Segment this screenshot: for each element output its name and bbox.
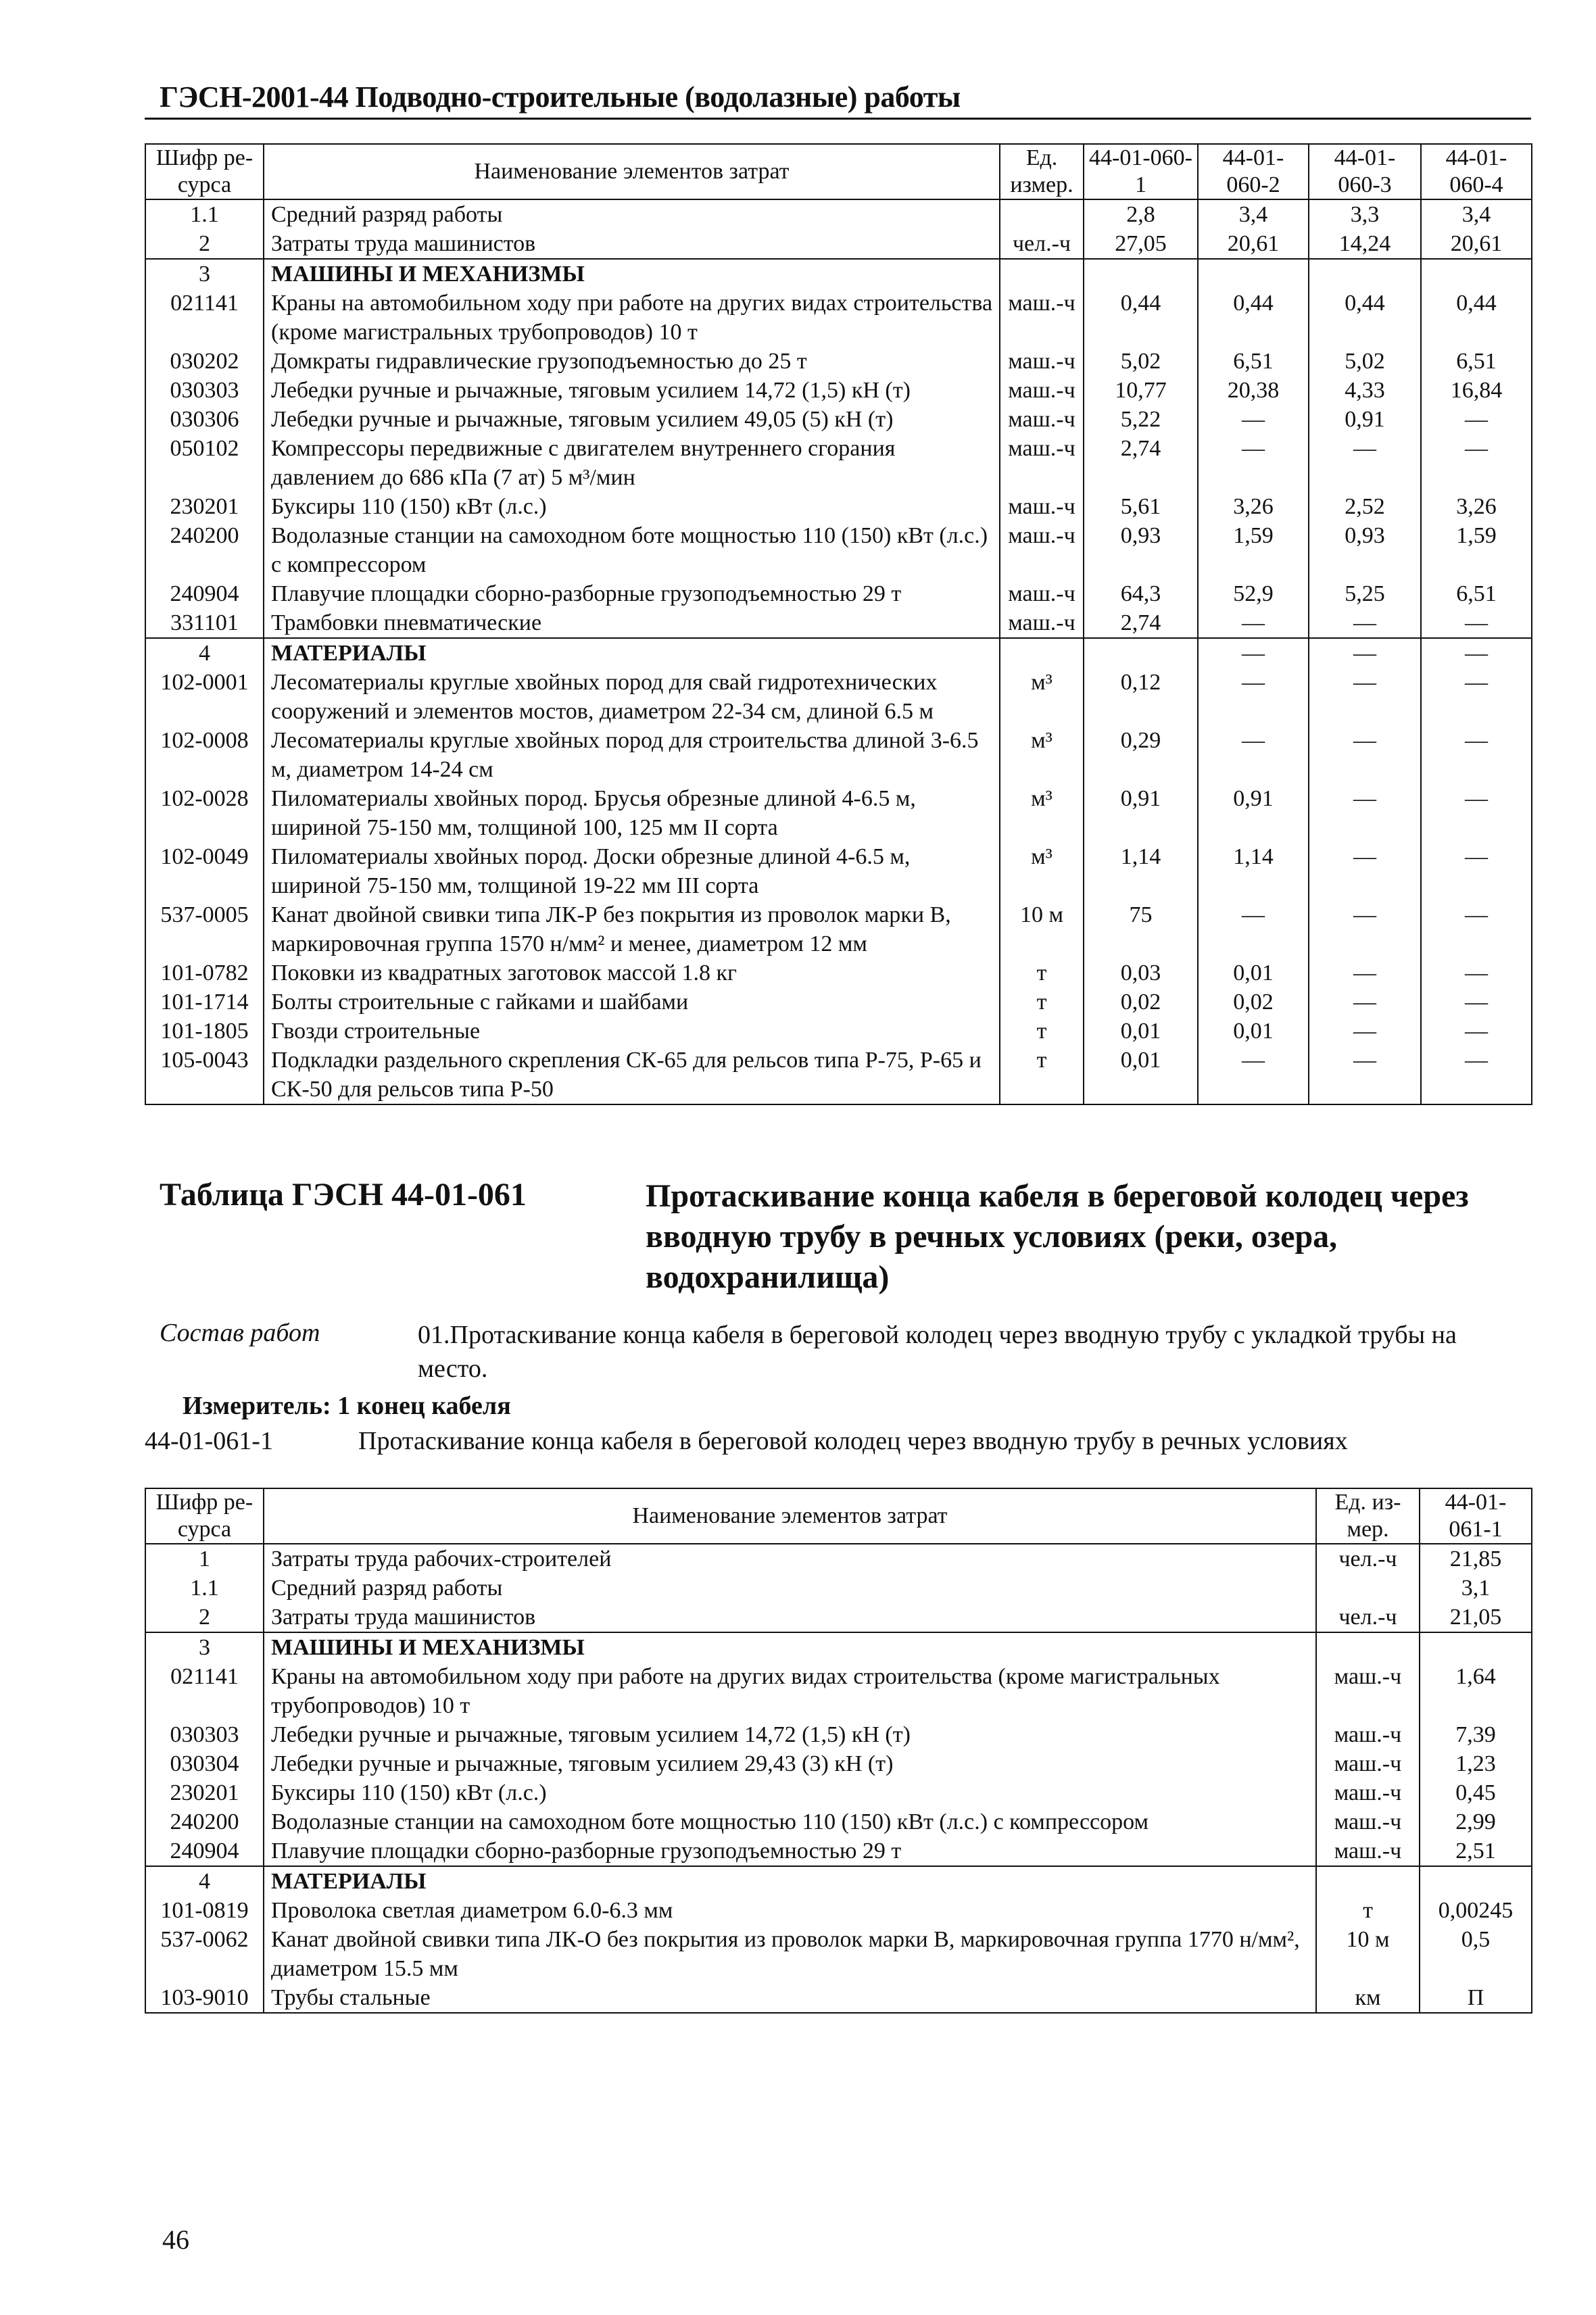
resource-code: 2	[145, 229, 264, 259]
resource-name: Лебедки ручные и рычажные, тяговым усилием 14,72 (1,5) кН (т)	[264, 376, 1000, 405]
table-header-row	[145, 144, 1532, 199]
value-cell: 5,25	[1309, 579, 1421, 608]
unit: маш.-ч	[1316, 1778, 1420, 1807]
unit: т	[1000, 958, 1084, 988]
value-cell: П	[1420, 1983, 1532, 2013]
value-cell: 1,59	[1198, 521, 1309, 579]
resource-code: 240200	[145, 521, 264, 579]
unit	[1316, 1574, 1420, 1603]
value-cell	[1420, 1866, 1532, 1896]
value-cell: —	[1198, 405, 1309, 434]
value-cell: 1,64	[1420, 1662, 1532, 1720]
resource-name: Канат двойной свивки типа ЛК-Р без покрытия из проволок марки В, маркировочная группа 1570 н/мм² и менее, диаметром 12 мм	[264, 900, 1000, 958]
resource-code: 030306	[145, 405, 264, 434]
value-cell: —	[1309, 842, 1421, 900]
resource-code: 101-1714	[145, 988, 264, 1017]
value-cell: —	[1198, 1046, 1309, 1104]
value-cell: —	[1421, 842, 1532, 900]
value-cell: 75	[1084, 900, 1198, 958]
table-row	[145, 1896, 1532, 1925]
table-row	[145, 608, 1532, 638]
unit: т	[1000, 1017, 1084, 1046]
value-cell: 3,1	[1420, 1574, 1532, 1603]
unit: маш.-ч	[1316, 1807, 1420, 1836]
page-number: 46	[162, 2224, 189, 2255]
value-cell: 1,14	[1198, 842, 1309, 900]
value-cell: 20,61	[1421, 229, 1532, 259]
table-row	[145, 958, 1532, 988]
value-cell: —	[1309, 726, 1421, 784]
resource-code: 102-0001	[145, 668, 264, 726]
value-cell: —	[1421, 638, 1532, 668]
value-cell: 3,4	[1421, 199, 1532, 229]
value-cell: —	[1421, 405, 1532, 434]
value-cell: —	[1309, 1046, 1421, 1104]
rate-name: Протаскивание конца кабеля в береговой колодец через вводную трубу в речных условиях	[358, 1427, 1348, 1455]
unit: маш.-ч	[1000, 579, 1084, 608]
unit: маш.-ч	[1316, 1749, 1420, 1778]
value-cell: 6,51	[1421, 347, 1532, 376]
unit: м³	[1000, 784, 1084, 842]
resource-name: Компрессоры передвижные с двигателем внутреннего сгорания давлением до 686 кПа (7 ат) 5 м³/мин	[264, 434, 1000, 492]
resource-code: 030304	[145, 1749, 264, 1778]
resource-name: Гвозди строительные	[264, 1017, 1000, 1046]
value-cell: 0,44	[1084, 289, 1198, 347]
value-cell	[1198, 259, 1309, 289]
resource-name: Плавучие площадки сборно-разборные грузоподъемностью 29 т	[264, 1836, 1316, 1866]
resource-name: Трамбовки пневматические	[264, 608, 1000, 638]
value-cell: —	[1421, 988, 1532, 1017]
resource-table-061	[145, 1488, 1532, 2014]
resource-name: МАТЕРИАЛЫ	[264, 638, 1000, 668]
value-cell: 10,77	[1084, 376, 1198, 405]
resource-code: 1	[145, 1544, 264, 1574]
value-cell: 2,8	[1084, 199, 1198, 229]
work-composition-label: Состав работ	[160, 1319, 320, 1347]
unit: чел.-ч	[1316, 1603, 1420, 1632]
value-cell: 64,3	[1084, 579, 1198, 608]
resource-code: 537-0062	[145, 1925, 264, 1983]
value-cell: 3,3	[1309, 199, 1421, 229]
value-cell: —	[1309, 900, 1421, 958]
value-cell	[1421, 259, 1532, 289]
value-cell: 0,93	[1084, 521, 1198, 579]
value-cell: 0,91	[1309, 405, 1421, 434]
value-cell: 0,5	[1420, 1925, 1532, 1983]
value-cell: 0,44	[1421, 289, 1532, 347]
resource-name: Проволока светлая диаметром 6.0-6.3 мм	[264, 1896, 1316, 1925]
resource-name: Подкладки раздельного скрепления СК-65 для рельсов типа Р-75, Р-65 и СК-50 для рельсов типа Р-50	[264, 1046, 1000, 1104]
value-cell: —	[1309, 784, 1421, 842]
value-cell: —	[1198, 608, 1309, 638]
resource-code: 102-0028	[145, 784, 264, 842]
value-cell: 5,02	[1084, 347, 1198, 376]
value-cell: —	[1309, 988, 1421, 1017]
table-label: Таблица ГЭСН 44-01-061	[160, 1177, 527, 1213]
resource-name: Лесоматериалы круглые хвойных пород для строительства длиной 3-6.5 м, диаметром 14-24 см	[264, 726, 1000, 784]
value-cell: 2,74	[1084, 608, 1198, 638]
table-row	[145, 1017, 1532, 1046]
value-cell: 7,39	[1420, 1720, 1532, 1749]
rate-code: 44-01-061-1	[145, 1427, 273, 1455]
value-cell: 2,99	[1420, 1807, 1532, 1836]
value-cell: 2,74	[1084, 434, 1198, 492]
unit: маш.-ч	[1000, 289, 1084, 347]
value-cell: 3,26	[1421, 492, 1532, 521]
value-cell: 1,14	[1084, 842, 1198, 900]
value-cell: —	[1198, 900, 1309, 958]
value-cell: —	[1421, 726, 1532, 784]
value-cell: —	[1309, 434, 1421, 492]
resource-code: 050102	[145, 434, 264, 492]
table-row	[145, 1574, 1532, 1603]
section-row	[145, 1632, 1532, 1662]
unit	[1316, 1632, 1420, 1662]
unit: т	[1000, 988, 1084, 1017]
value-cell: —	[1198, 726, 1309, 784]
resource-code: 3	[145, 1632, 264, 1662]
resource-name: Краны на автомобильном ходу при работе на других видах строительства (кроме магистральных трубопроводов) 10 т	[264, 1662, 1316, 1720]
resource-name: Плавучие площадки сборно-разборные грузоподъемностью 29 т	[264, 579, 1000, 608]
work-composition-text: 01.Протаскивание конца кабеля в береговой колодец через вводную трубу с укладкой трубы на место.	[418, 1321, 1457, 1383]
resource-name: МАШИНЫ И МЕХАНИЗМЫ	[264, 259, 1000, 289]
resource-code: 240200	[145, 1807, 264, 1836]
table-row	[145, 1544, 1532, 1574]
header-code: Шифр ре-сурса	[145, 1488, 264, 1544]
value-cell: 3,26	[1198, 492, 1309, 521]
value-cell: 3,4	[1198, 199, 1309, 229]
value-cell	[1084, 259, 1198, 289]
value-cell: 0,01	[1198, 1017, 1309, 1046]
value-cell: —	[1309, 1017, 1421, 1046]
unit: маш.-ч	[1000, 608, 1084, 638]
resource-name: МАШИНЫ И МЕХАНИЗМЫ	[264, 1632, 1316, 1662]
resource-name: Водолазные станции на самоходном боте мощностью 110 (150) кВт (л.с.) с компрессором	[264, 1807, 1316, 1836]
unit: км	[1316, 1983, 1420, 2013]
unit	[1000, 638, 1084, 668]
table-row	[145, 199, 1532, 229]
table-row	[145, 521, 1532, 579]
value-cell: —	[1309, 958, 1421, 988]
unit: м³	[1000, 726, 1084, 784]
value-cell: 0,01	[1198, 958, 1309, 988]
value-cell: 21,05	[1420, 1603, 1532, 1632]
resource-code: 331101	[145, 608, 264, 638]
unit: маш.-ч	[1000, 376, 1084, 405]
resource-name: Средний разряд работы	[264, 199, 1000, 229]
table-row	[145, 1925, 1532, 1983]
value-cell: —	[1421, 958, 1532, 988]
resource-code: 030303	[145, 376, 264, 405]
resource-code: 230201	[145, 1778, 264, 1807]
resource-code: 240904	[145, 1836, 264, 1866]
unit: 10 м	[1316, 1925, 1420, 1983]
value-cell: —	[1198, 434, 1309, 492]
value-cell: 0,02	[1198, 988, 1309, 1017]
value-cell: 0,91	[1198, 784, 1309, 842]
value-cell: 52,9	[1198, 579, 1309, 608]
value-cell: 20,61	[1198, 229, 1309, 259]
unit	[1316, 1866, 1420, 1896]
resource-name: Затраты труда машинистов	[264, 1603, 1316, 1632]
resource-name: Лебедки ручные и рычажные, тяговым усилием 14,72 (1,5) кН (т)	[264, 1720, 1316, 1749]
resource-name: Домкраты гидравлические грузоподъемностью до 25 т	[264, 347, 1000, 376]
value-cell: 0,01	[1084, 1046, 1198, 1104]
resource-code: 021141	[145, 289, 264, 347]
value-cell: —	[1421, 1017, 1532, 1046]
resource-name: Лебедки ручные и рычажные, тяговым усилием 29,43 (3) кН (т)	[264, 1749, 1316, 1778]
resource-name: Водолазные станции на самоходном боте мощностью 110 (150) кВт (л.с.) с компрессором	[264, 521, 1000, 579]
table-row	[145, 1720, 1532, 1749]
table-row	[145, 492, 1532, 521]
resource-code: 101-0782	[145, 958, 264, 988]
value-cell: 6,51	[1421, 579, 1532, 608]
value-cell: 1,23	[1420, 1749, 1532, 1778]
section-row	[145, 638, 1532, 668]
value-cell	[1420, 1632, 1532, 1662]
table-row	[145, 842, 1532, 900]
unit: чел.-ч	[1316, 1544, 1420, 1574]
table-row	[145, 988, 1532, 1017]
unit: чел.-ч	[1000, 229, 1084, 259]
resource-name: Средний разряд работы	[264, 1574, 1316, 1603]
value-cell: 0,01	[1084, 1017, 1198, 1046]
resource-code: 537-0005	[145, 900, 264, 958]
value-cell: 14,24	[1309, 229, 1421, 259]
value-cell: —	[1309, 638, 1421, 668]
value-cell: 0,44	[1309, 289, 1421, 347]
value-cell: —	[1421, 1046, 1532, 1104]
resource-name: Трубы стальные	[264, 1983, 1316, 2013]
table-title: Протаскивание конца кабеля в береговой колодец через вводную трубу в речных условиях (реки, озера, водохранилища)	[646, 1178, 1469, 1295]
resource-name: Канат двойной свивки типа ЛК-О без покрытия из проволок марки В, маркировочная группа 1770 н/мм², диаметром 15.5 мм	[264, 1925, 1316, 1983]
value-cell: 20,38	[1198, 376, 1309, 405]
value-cell: 6,51	[1198, 347, 1309, 376]
resource-code: 3	[145, 259, 264, 289]
table-row	[145, 1749, 1532, 1778]
measure-unit: Измеритель: 1 конец кабеля	[183, 1392, 511, 1420]
value-cell: —	[1309, 608, 1421, 638]
resource-code: 103-9010	[145, 1983, 264, 2013]
resource-code: 105-0043	[145, 1046, 264, 1104]
resource-code: 4	[145, 1866, 264, 1896]
unit: маш.-ч	[1000, 347, 1084, 376]
header-name: Наименование элементов затрат	[264, 144, 1000, 199]
resource-code: 230201	[145, 492, 264, 521]
running-header: ГЭСН-2001-44 Подводно-строительные (водолазные) работы	[160, 80, 961, 114]
table-row	[145, 784, 1532, 842]
section-row	[145, 259, 1532, 289]
header-unit: Ед. измер.	[1000, 144, 1084, 199]
value-cell: 21,85	[1420, 1544, 1532, 1574]
value-cell: 5,02	[1309, 347, 1421, 376]
value-cell	[1084, 638, 1198, 668]
unit	[1000, 259, 1084, 289]
value-cell: 0,03	[1084, 958, 1198, 988]
table-row	[145, 405, 1532, 434]
header-unit: Ед. из-мер.	[1316, 1488, 1420, 1544]
resource-name: Пиломатериалы хвойных пород. Доски обрезные длиной 4-6.5 м, шириной 75-150 мм, толщиной 19-22 мм III сорта	[264, 842, 1000, 900]
value-cell: 0,45	[1420, 1778, 1532, 1807]
resource-name: Затраты труда машинистов	[264, 229, 1000, 259]
table-row	[145, 229, 1532, 259]
header-code: Шифр ре-сурса	[145, 144, 264, 199]
header-name: Наименование элементов затрат	[264, 1488, 1316, 1544]
resource-code: 030202	[145, 347, 264, 376]
value-cell: 0,00245	[1420, 1896, 1532, 1925]
resource-name: МАТЕРИАЛЫ	[264, 1866, 1316, 1896]
resource-code: 021141	[145, 1662, 264, 1720]
header-col: 44-01-060-3	[1309, 144, 1421, 199]
table-row	[145, 1603, 1532, 1632]
unit: маш.-ч	[1316, 1662, 1420, 1720]
resource-code: 102-0049	[145, 842, 264, 900]
table-row	[145, 434, 1532, 492]
value-cell: —	[1198, 638, 1309, 668]
table-row	[145, 579, 1532, 608]
value-cell: —	[1421, 434, 1532, 492]
resource-name: Пиломатериалы хвойных пород. Брусья обрезные длиной 4-6.5 м, шириной 75-150 мм, толщиной 100, 125 мм II сорта	[264, 784, 1000, 842]
resource-name: Затраты труда рабочих-строителей	[264, 1544, 1316, 1574]
unit: т	[1000, 1046, 1084, 1104]
table-row	[145, 289, 1532, 347]
table-row	[145, 1807, 1532, 1836]
value-cell: 0,91	[1084, 784, 1198, 842]
table-row	[145, 1983, 1532, 2013]
resource-name: Буксиры 110 (150) кВт (л.с.)	[264, 492, 1000, 521]
unit: т	[1316, 1896, 1420, 1925]
header-col: 44-01-060-2	[1198, 144, 1309, 199]
resource-name: Буксиры 110 (150) кВт (л.с.)	[264, 1778, 1316, 1807]
value-cell: —	[1309, 668, 1421, 726]
resource-name: Лебедки ручные и рычажные, тяговым усилием 49,05 (5) кН (т)	[264, 405, 1000, 434]
unit: 10 м	[1000, 900, 1084, 958]
table-header-row	[145, 1488, 1532, 1544]
resource-table-060	[145, 143, 1532, 1105]
value-cell: 0,44	[1198, 289, 1309, 347]
resource-code: 1.1	[145, 1574, 264, 1603]
value-cell: 4,33	[1309, 376, 1421, 405]
table-row	[145, 1046, 1532, 1104]
value-cell: 5,22	[1084, 405, 1198, 434]
value-cell: —	[1421, 784, 1532, 842]
unit: м³	[1000, 668, 1084, 726]
table-row	[145, 1836, 1532, 1866]
section-row	[145, 1866, 1532, 1896]
value-cell: —	[1421, 900, 1532, 958]
table-row	[145, 1778, 1532, 1807]
header-col: 44-01-061-1	[1420, 1488, 1532, 1544]
table-row	[145, 726, 1532, 784]
unit: маш.-ч	[1316, 1720, 1420, 1749]
unit	[1000, 199, 1084, 229]
header-rule	[145, 118, 1531, 120]
unit: маш.-ч	[1000, 405, 1084, 434]
unit: маш.-ч	[1000, 521, 1084, 579]
table-row	[145, 376, 1532, 405]
value-cell	[1309, 259, 1421, 289]
unit: маш.-ч	[1000, 434, 1084, 492]
header-col: 44-01-060-4	[1421, 144, 1532, 199]
value-cell: 16,84	[1421, 376, 1532, 405]
value-cell: —	[1198, 668, 1309, 726]
table-row	[145, 1662, 1532, 1720]
value-cell: 0,29	[1084, 726, 1198, 784]
value-cell: 27,05	[1084, 229, 1198, 259]
unit: маш.-ч	[1316, 1836, 1420, 1866]
resource-code: 4	[145, 638, 264, 668]
resource-code: 102-0008	[145, 726, 264, 784]
header-col: 44-01-060-1	[1084, 144, 1198, 199]
value-cell: —	[1421, 668, 1532, 726]
table-row	[145, 900, 1532, 958]
table-row	[145, 668, 1532, 726]
resource-name: Лесоматериалы круглые хвойных пород для свай гидротехнических сооружений и элементов мостов, диаметром 22-34 см, длиной 6.5 м	[264, 668, 1000, 726]
resource-code: 1.1	[145, 199, 264, 229]
resource-name: Болты строительные с гайками и шайбами	[264, 988, 1000, 1017]
resource-name: Поковки из квадратных заготовок массой 1.8 кг	[264, 958, 1000, 988]
resource-code: 240904	[145, 579, 264, 608]
resource-code: 101-1805	[145, 1017, 264, 1046]
resource-code: 030303	[145, 1720, 264, 1749]
value-cell: 0,93	[1309, 521, 1421, 579]
value-cell: 0,12	[1084, 668, 1198, 726]
value-cell: —	[1421, 608, 1532, 638]
value-cell: 5,61	[1084, 492, 1198, 521]
value-cell: 2,52	[1309, 492, 1421, 521]
resource-name: Краны на автомобильном ходу при работе на других видах строительства (кроме магистральных трубопроводов) 10 т	[264, 289, 1000, 347]
value-cell: 1,59	[1421, 521, 1532, 579]
unit: маш.-ч	[1000, 492, 1084, 521]
value-cell: 0,02	[1084, 988, 1198, 1017]
unit: м³	[1000, 842, 1084, 900]
resource-code: 2	[145, 1603, 264, 1632]
resource-code: 101-0819	[145, 1896, 264, 1925]
table-row	[145, 347, 1532, 376]
value-cell: 2,51	[1420, 1836, 1532, 1866]
